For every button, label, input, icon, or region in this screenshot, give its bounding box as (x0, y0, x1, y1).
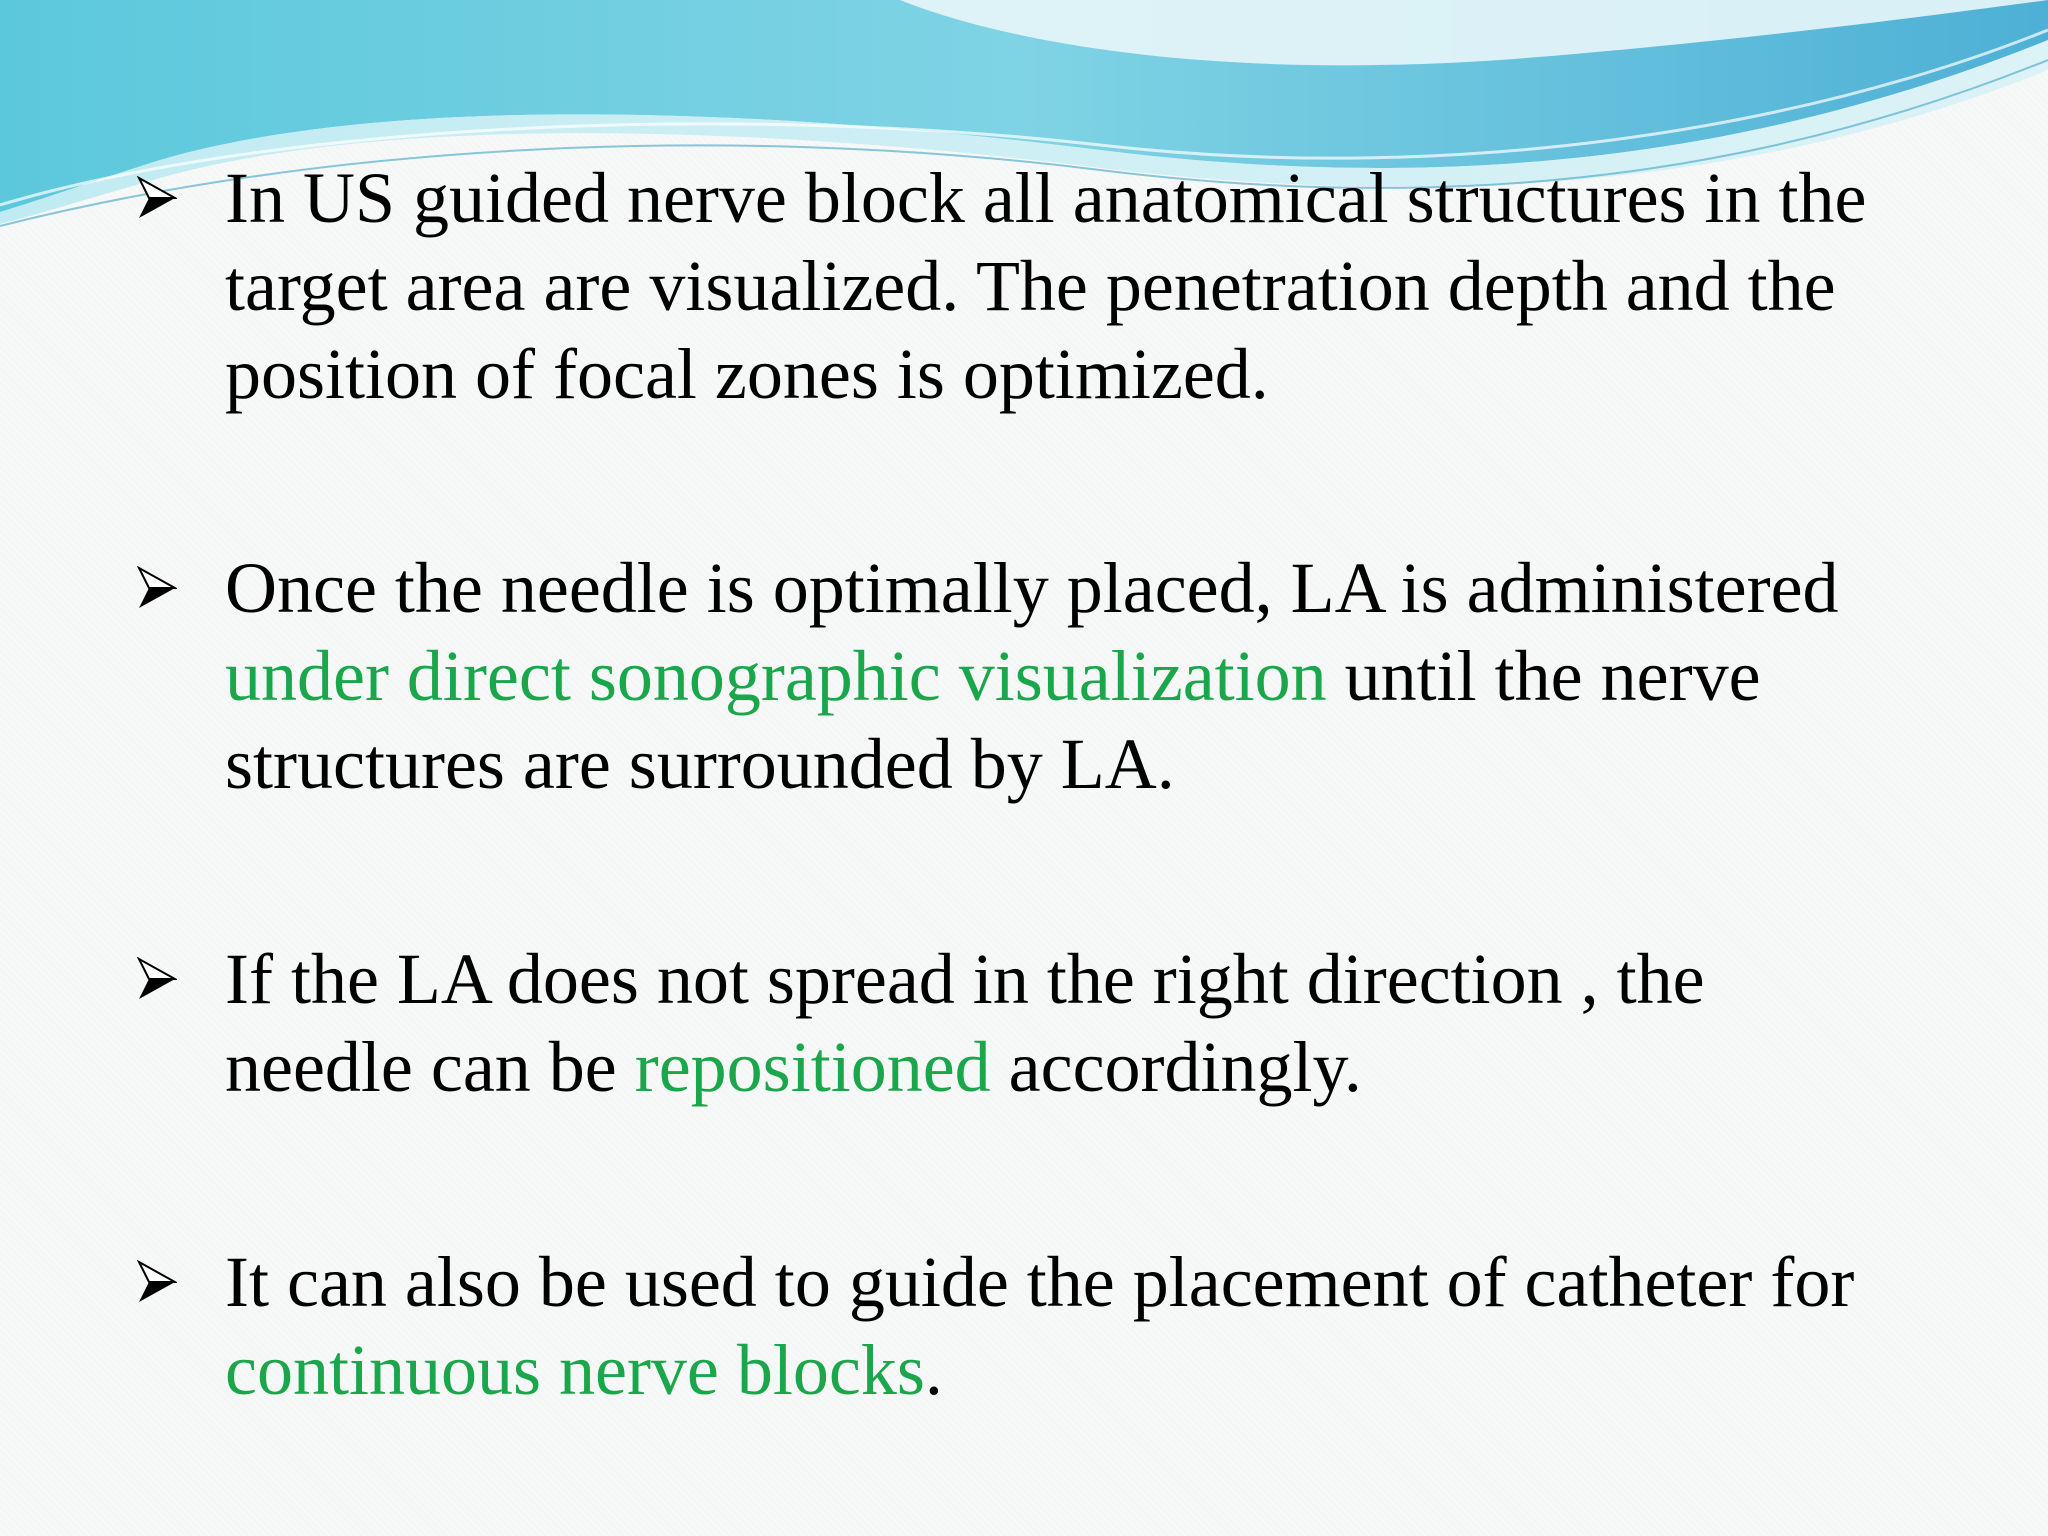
arrowhead-bullet-icon (137, 176, 177, 220)
bullet-line (225, 544, 2048, 632)
bullet-line (225, 242, 2048, 330)
highlighted-text: continuous nerve blocks (225, 1330, 925, 1410)
text-segment: structures are surrounded by LA. (225, 724, 1175, 804)
text-segment: accordingly. (990, 1027, 1362, 1107)
bullet-line (225, 1326, 2048, 1414)
highlighted-text: repositioned (634, 1027, 991, 1107)
arrowhead-bullet-icon (137, 1260, 177, 1304)
text-segment: target area are visualized. The penetration depth and the (225, 246, 1836, 326)
text-segment: Once the needle is optimally placed, LA is administered (225, 548, 1839, 628)
bullet-line (225, 632, 2048, 720)
bullet-line (225, 935, 2048, 1023)
arrowhead-bullet-icon (137, 566, 177, 610)
bullet-text-3 (225, 935, 2048, 1111)
arrowhead-bullet-icon (137, 957, 177, 1001)
highlighted-text: under direct sonographic visualization (225, 636, 1327, 716)
text-segment: position of focal zones is optimized. (225, 334, 1269, 414)
bullet-line (225, 720, 2048, 808)
bullet-text-2 (225, 544, 2048, 808)
text-segment: In US guided nerve block all anatomical structures in the (225, 158, 1867, 238)
text-segment: . (924, 1330, 943, 1410)
bullet-line (225, 154, 2048, 242)
text-segment: needle can be (225, 1027, 635, 1107)
text-segment: If the LA does not spread in the right direction , the (225, 939, 1705, 1019)
bullet-text-1 (225, 154, 2048, 418)
bullet-line (225, 1023, 2048, 1111)
bullet-line (225, 1238, 2048, 1326)
bullet-line (225, 330, 2048, 418)
text-segment: It can also be used to guide the placement of catheter for (225, 1242, 1855, 1322)
text-segment: until the nerve (1326, 636, 1761, 716)
bullet-text-4 (225, 1238, 2048, 1414)
